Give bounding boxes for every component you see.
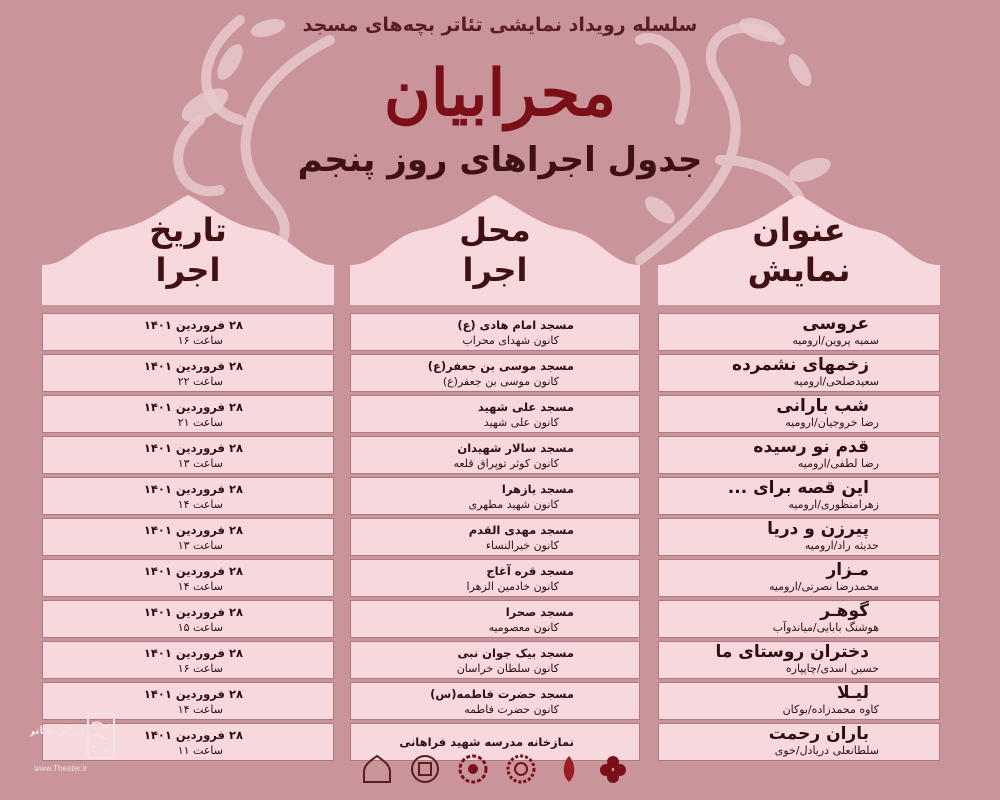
performance-time: ساعت ۲۲ xyxy=(177,375,223,388)
table-row xyxy=(350,436,640,474)
table-row xyxy=(42,436,334,474)
table-row xyxy=(658,518,940,556)
table-row xyxy=(350,600,640,638)
performance-date: ۲۸ فروردین ۱۴۰۱ xyxy=(143,687,243,701)
play-author: سلطانعلی دریادل/خوی xyxy=(774,744,879,757)
performance-date: ۲۸ فروردین ۱۴۰۱ xyxy=(143,523,243,537)
table-row xyxy=(42,354,334,392)
table-row xyxy=(658,436,940,474)
venue-mosque: مسجد یازهرا xyxy=(501,482,574,496)
poster-header xyxy=(0,0,1000,200)
table-row xyxy=(658,682,940,720)
venue-mosque: مسجد حضرت فاطمه(س) xyxy=(430,687,574,701)
table-row xyxy=(350,518,640,556)
series-title: سلسله رویداد نمایشی تئاتر بچه‌های مسجد xyxy=(302,14,698,36)
table-row xyxy=(42,559,334,597)
performance-time: ساعت ۱۴ xyxy=(177,498,223,511)
venue-center: کانون خیرالنساء xyxy=(485,539,559,552)
performance-time: ساعت ۱۶ xyxy=(177,662,223,675)
performance-date: ۲۸ فروردین ۱۴۰۱ xyxy=(143,728,243,742)
column-header-venue-line1: محل xyxy=(459,211,531,249)
sponsor-logos xyxy=(360,752,640,792)
emblem-icon xyxy=(552,752,586,786)
play-author: زهرامنظوری/ارومیه xyxy=(788,498,879,511)
rosette-icon xyxy=(456,752,490,786)
venue-center: کانون علی شهید xyxy=(483,416,559,429)
performance-time: ساعت ۲۱ xyxy=(177,416,223,429)
column-header-title-line1: عنوان xyxy=(752,211,846,249)
column-header-date-line1: تاریخ xyxy=(149,211,227,249)
play-title: این قصه برای ... xyxy=(727,478,869,498)
venue-center: کانون شهدای محراب xyxy=(462,334,559,347)
play-author: حسین اسدی/چاپپاره xyxy=(785,662,879,675)
table-row xyxy=(42,518,334,556)
venue-mosque: مسجد علی شهید xyxy=(477,400,574,414)
table-row xyxy=(350,313,640,351)
performance-time: ساعت ۱۶ xyxy=(177,334,223,347)
performance-date: ۲۸ فروردین ۱۴۰۱ xyxy=(143,400,243,414)
play-author: حدیثه راد/ارومیه xyxy=(804,539,879,552)
column-header-date xyxy=(42,195,334,305)
performance-time: ساعت ۱۳ xyxy=(177,539,223,552)
venue-center: کانون معصومیه xyxy=(488,621,559,634)
table-row xyxy=(658,395,940,433)
table-row xyxy=(350,641,640,679)
table-row xyxy=(658,641,940,679)
play-author: محمدرضا نصرتی/ارومیه xyxy=(768,580,879,593)
table-row xyxy=(658,600,940,638)
table-row xyxy=(658,313,940,351)
play-author: رضا خروجیان/ارومیه xyxy=(785,416,879,429)
performance-date: ۲۸ فروردین ۱۴۰۱ xyxy=(143,646,243,660)
play-author: سعیدصلحی/ارومیه xyxy=(793,375,879,388)
venue-mosque: مسجد بیک جوان نبی xyxy=(457,646,574,660)
table-row xyxy=(658,354,940,392)
performance-time: ساعت ۱۴ xyxy=(177,703,223,716)
performance-time: ساعت ۱۳ xyxy=(177,457,223,470)
performance-date: ۲۸ فروردین ۱۴۰۱ xyxy=(143,605,243,619)
venue-mosque: مسجد سالار شهیدان xyxy=(457,441,574,455)
venue-center: کانون خادمین الزهرا xyxy=(466,580,559,593)
venue-mosque: مسجد موسی بن جعفر(ع) xyxy=(427,359,574,373)
watermark-name: ایران تئاتر xyxy=(30,724,84,737)
table-row xyxy=(658,723,940,761)
venue-center: کانون کوثر توپراق قلعه xyxy=(453,457,559,470)
performance-date: ۲۸ فروردین ۱۴۰۱ xyxy=(143,359,243,373)
table-row xyxy=(350,682,640,720)
play-author: رضا لطفی/ارومیه xyxy=(797,457,879,470)
venue-mosque: مسجد قره آغاج xyxy=(486,564,574,578)
performance-date: ۲۸ فروردین ۱۴۰۱ xyxy=(143,564,243,578)
badge-icon xyxy=(408,752,442,786)
table-row xyxy=(350,354,640,392)
performance-time: ساعت ۱۱ xyxy=(177,744,223,757)
table-row xyxy=(42,641,334,679)
play-author: هوشنگ بابایی/میاندوآب xyxy=(772,621,879,634)
venue-mosque: مسجد امام هادی (ع) xyxy=(457,318,574,332)
table-row xyxy=(658,559,940,597)
column-header-date-line2: اجرا xyxy=(155,251,221,289)
play-title: قدم نو رسیده xyxy=(753,437,869,457)
play-title: عروسی xyxy=(802,314,869,334)
festival-logo-title: محرابیان xyxy=(383,56,617,131)
theater-logo-icon xyxy=(30,712,120,767)
play-author: سمیه پروین/ارومیه xyxy=(792,334,879,347)
table-row xyxy=(42,600,334,638)
play-title: گوهـر xyxy=(820,601,869,621)
table-row xyxy=(350,477,640,515)
venue-mosque: نمازخانه مدرسه شهید فراهانی xyxy=(399,735,574,749)
venue-center: کانون موسی بن جعفر(ع) xyxy=(442,375,559,388)
watermark-site: www.Theater.ir xyxy=(34,764,87,773)
column-header-title xyxy=(658,195,940,305)
column-header-title-line2: نمایش xyxy=(747,251,851,289)
play-title: زخمهای نشمرده xyxy=(732,355,869,375)
play-title: شب بارانی xyxy=(776,396,869,416)
column-header-venue xyxy=(350,195,640,305)
venue-mosque: مسجد مهدی القدم xyxy=(468,523,574,537)
venue-center: کانون حضرت فاطمه xyxy=(464,703,559,716)
performance-date: ۲۸ فروردین ۱۴۰۱ xyxy=(143,318,243,332)
flower-icon xyxy=(596,752,630,786)
performance-time: ساعت ۱۴ xyxy=(177,580,223,593)
play-author: کاوه محمدزاده/بوکان xyxy=(782,703,879,716)
table-row xyxy=(658,477,940,515)
venue-center: کانون شهید مطهری xyxy=(468,498,559,511)
play-title: دختران روستای ما xyxy=(715,642,869,662)
rosette-icon xyxy=(504,752,538,786)
performance-date: ۲۸ فروردین ۱۴۰۱ xyxy=(143,441,243,455)
play-title: باران رحمت xyxy=(768,724,869,744)
performance-date: ۲۸ فروردین ۱۴۰۱ xyxy=(143,482,243,496)
table-row xyxy=(42,477,334,515)
performance-time: ساعت ۱۵ xyxy=(177,621,223,634)
mosque-icon xyxy=(360,752,394,786)
table-row xyxy=(42,395,334,433)
play-title: لیـلا xyxy=(836,683,869,703)
schedule-subtitle: جدول اجراهای روز پنجم xyxy=(297,140,703,180)
table-row xyxy=(350,395,640,433)
venue-mosque: مسجد صحرا xyxy=(505,605,574,619)
table-row xyxy=(42,313,334,351)
play-title: پیرزن و دریا xyxy=(767,519,869,539)
venue-center: کانون سلطان خراسان xyxy=(456,662,559,675)
play-title: مـزار xyxy=(826,560,869,580)
table-row xyxy=(350,559,640,597)
column-header-venue-line2: اجرا xyxy=(462,251,528,289)
